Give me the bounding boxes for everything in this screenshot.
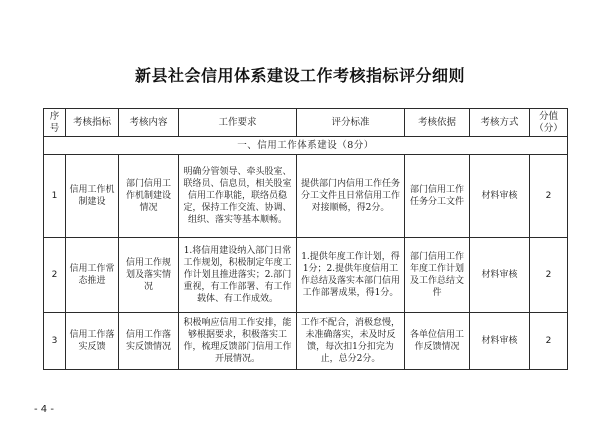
row-standard: 1.提供年度工作计划，得1分；2.提供年度信用工作总结及落实本部门信用工作部署成果，得1分。 <box>297 238 405 313</box>
row-method: 材料审核 <box>470 313 530 370</box>
row-index: 2 <box>44 238 66 313</box>
header-basis: 考核依据 <box>405 109 470 137</box>
row-requirement: 积极响应信用工作安排，能够根据要求，积极落实工作，梳理反馈部门信用工作开展情况。 <box>179 313 297 370</box>
row-indicator: 信用工作落实反馈 <box>66 313 119 370</box>
row-score: 2 <box>530 155 568 238</box>
row-method: 材料审核 <box>470 155 530 238</box>
row-requirement: 1.将信用建设纳入部门日常工作规划，积极制定年度工作计划且推进落实；2.部门重视，有工作部署、有工作载体、有工作成效。 <box>179 238 297 313</box>
row-index: 3 <box>44 313 66 370</box>
header-score: 分值（分） <box>530 109 568 137</box>
header-index: 序号 <box>44 109 66 137</box>
row-requirement: 明确分管领导、牵头股室、联络员、信息员，相关股室信用工作职能，联络员稳定，保持工作交流、协调、组织、落实等基本顺畅。 <box>179 155 297 238</box>
header-indicator: 考核指标 <box>66 109 119 137</box>
header-content: 考核内容 <box>119 109 179 137</box>
table-row <box>44 313 568 370</box>
row-indicator: 信用工作机制建设 <box>66 155 119 238</box>
header-method: 考核方式 <box>470 109 530 137</box>
row-basis: 部门信用工作任务分工文件 <box>405 155 470 238</box>
row-score: 2 <box>530 238 568 313</box>
row-standard: 工作不配合，消极怠慢，未准确落实，未及时反馈，每次扣1分扣完为止，总分2分。 <box>297 313 405 370</box>
row-method: 材料审核 <box>470 238 530 313</box>
section-title: 一、信用工作体系建设（8分） <box>44 137 568 155</box>
row-content: 信用工作规划及落实情况 <box>119 238 179 313</box>
row-standard: 提供部门内信用工作任务分工文件且日常信用工作对接顺畅，得2分。 <box>297 155 405 238</box>
page-number: - 4 - <box>34 404 54 415</box>
section-row <box>44 137 568 155</box>
table-header-row <box>44 109 568 137</box>
document-title: 新县社会信用体系建设工作考核指标评分细则 <box>134 66 465 85</box>
table-row <box>44 238 568 313</box>
table-row <box>44 155 568 238</box>
row-content: 信用工作落实反馈情况 <box>119 313 179 370</box>
row-basis: 各单位信用工作反馈情况 <box>405 313 470 370</box>
row-basis: 部门信用工作年度工作计划及工作总结文件 <box>405 238 470 313</box>
row-index: 1 <box>44 155 66 238</box>
row-indicator: 信用工作常态推进 <box>66 238 119 313</box>
row-score: 2 <box>530 313 568 370</box>
row-content: 部门信用工作机制建设情况 <box>119 155 179 238</box>
header-requirement: 工作要求 <box>179 109 297 137</box>
header-standard: 评分标准 <box>297 109 405 137</box>
scoring-table <box>43 108 568 370</box>
